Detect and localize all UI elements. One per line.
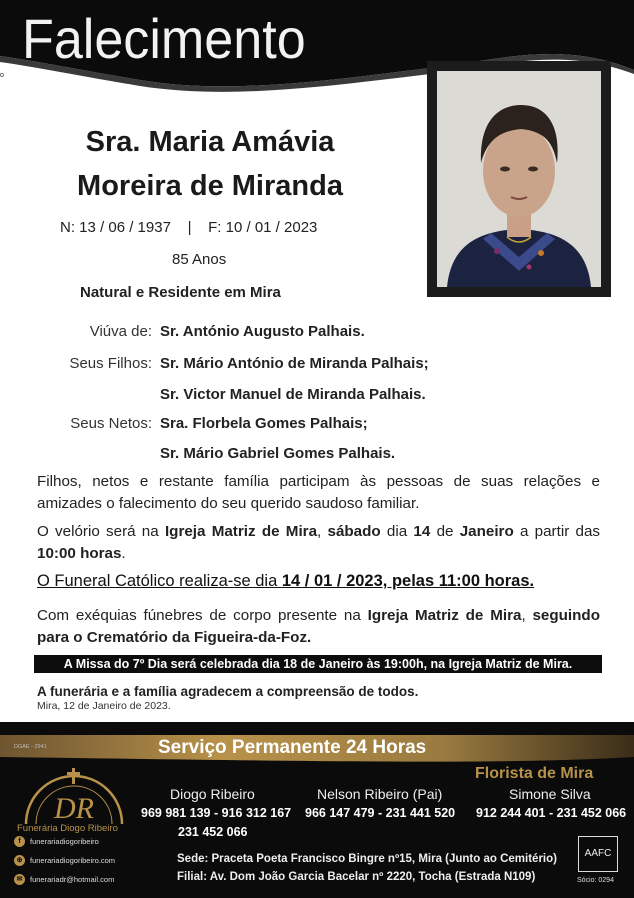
funeral-home-logo — [18, 766, 130, 826]
child-name: Sr. Victor Manuel de Miranda Palhais. — [160, 386, 426, 403]
children-label: Seus Filhos: — [69, 355, 152, 372]
address-branch: Filial: Av. Dom João Garcia Bacelar nº 2220, Tocha (Estrada N109) — [177, 871, 536, 883]
birth-death-dates: N: 13 / 06 / 1937 | F: 10 / 01 / 2023 — [60, 219, 318, 236]
portrait-illustration — [437, 71, 601, 287]
member-number: Sócio: 0294 — [577, 877, 614, 884]
facebook-icon: f — [14, 836, 25, 847]
facebook-handle: funerariadiogoribeiro — [30, 837, 99, 846]
dgae-license: DGAE - 2941 — [14, 744, 47, 750]
facebook-link[interactable] — [14, 836, 99, 847]
contact-name: Nelson Ribeiro (Pai) — [317, 786, 443, 802]
address-main: Sede: Praceta Poeta Francisco Bingre nº15, Mira (Junto ao Cemitério) — [177, 853, 557, 865]
announcement-text: Filhos, netos e restante família participam às pessoas de suas relações e amizades o falecimento do seu querido saudoso familiar. — [37, 473, 600, 512]
contact-phone: 966 147 479 - 231 441 520 — [305, 806, 456, 820]
page-title: Falecimento — [22, 7, 306, 70]
portrait-photo — [437, 71, 601, 287]
website-link[interactable] — [14, 855, 115, 866]
email-address: funerariadr@hotmail.com — [30, 875, 115, 884]
website-url: funerariadiogoribeiro.com — [30, 856, 116, 865]
globe-icon: ⊕ — [14, 855, 25, 866]
wake-text: O velório será na Igreja Matriz de Mira, sábado dia 14 de Janeiro a partir das 10:00 horas. — [37, 523, 600, 562]
grandchild-name: Sra. Florbela Gomes Palhais; — [160, 415, 368, 432]
deceased-name-line2: Moreira de Miranda — [77, 170, 343, 202]
deceased-name-line1: Sra. Maria Amávia — [85, 126, 335, 158]
mass-announcement: A Missa do 7º Dia será celebrada dia 18 de Janeiro às 19:00h, na Igreja Matriz de Mira. — [34, 655, 602, 673]
email-link[interactable] — [14, 874, 114, 885]
contact-phone: 969 981 139 - 916 312 167 — [141, 806, 292, 820]
grandchildren-label: Seus Netos: — [70, 415, 152, 432]
exequies-text: Com exéquias fúnebres de corpo presente na Igreja Matriz de Mira, seguindo para o Crematório da Figueira-da-Foz. — [37, 607, 600, 646]
florist-name: Florista de Mira — [475, 765, 594, 782]
logo-caption: Funerária Diogo Ribeiro — [17, 823, 118, 834]
contact-name: Diogo Ribeiro — [170, 786, 255, 802]
funeral-text: O Funeral Católico realiza-se dia 14 / 01 / 2023, pelas 11:00 horas. — [37, 572, 535, 590]
association-logo: AAFC — [578, 836, 618, 872]
portrait-frame — [427, 61, 611, 297]
grandchild-name: Sr. Mário Gabriel Gomes Palhais. — [160, 445, 396, 462]
thanks-text: A funerária e a família agradecem a compreensão de todos. — [37, 684, 419, 699]
widow-label: Viúva de: — [89, 323, 152, 340]
email-icon: ✉ — [14, 874, 25, 885]
contact-phone: 912 244 401 - 231 452 066 — [476, 806, 627, 820]
service-banner-text: Serviço Permanente 24 Horas — [158, 737, 427, 758]
origin: Natural e Residente em Mira — [80, 284, 281, 301]
age: 85 Anos — [172, 251, 227, 268]
child-name: Sr. Mário António de Miranda Palhais; — [160, 355, 429, 372]
place-date: Mira, 12 de Janeiro de 2023. — [37, 700, 171, 712]
contact-name: Simone Silva — [509, 786, 591, 802]
logo-letters: DR — [54, 792, 94, 825]
contact-phone: 231 452 066 — [178, 825, 248, 839]
widow-name: Sr. António Augusto Palhais. — [160, 323, 365, 340]
corner-mark: o — [0, 72, 4, 79]
